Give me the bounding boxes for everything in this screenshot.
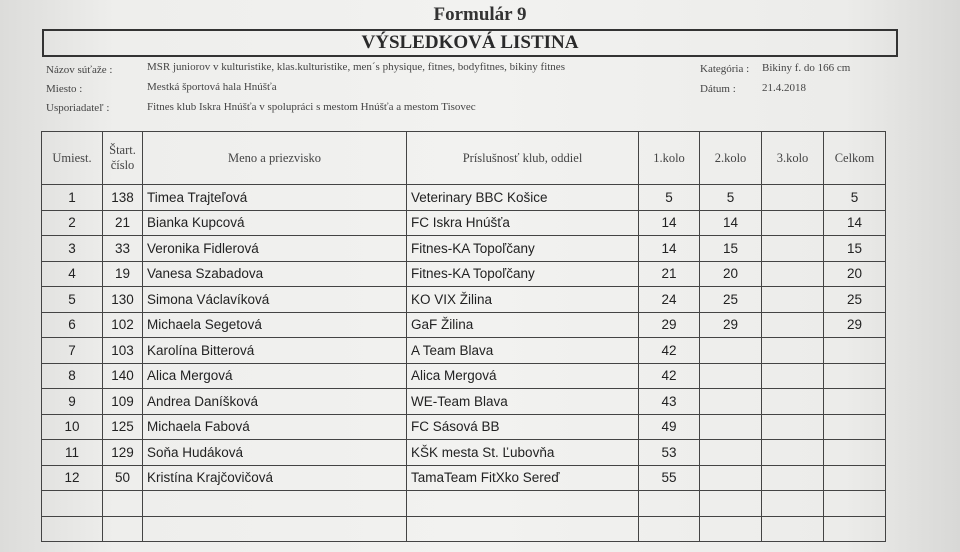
- club-cell: A Team Blava: [407, 338, 639, 364]
- name-cell: Michaela Fabová: [143, 414, 407, 440]
- start-number-cell: 103: [103, 338, 143, 364]
- round1-cell: 14: [639, 236, 700, 262]
- col-round1-header: 1.kolo: [639, 132, 700, 185]
- round2-cell: [700, 414, 762, 440]
- round1-cell: 55: [639, 465, 700, 491]
- round1-cell: 43: [639, 389, 700, 415]
- name-cell: Timea Trajteľová: [143, 185, 407, 211]
- round2-cell: 25: [700, 287, 762, 313]
- round1-cell: 21: [639, 261, 700, 287]
- round1-cell: 53: [639, 440, 700, 466]
- rank-cell: 7: [42, 338, 103, 364]
- table-row: [42, 491, 886, 517]
- competition-label: Názov súťaže :: [46, 64, 113, 76]
- table-row: [42, 414, 886, 440]
- round2-cell: [700, 338, 762, 364]
- total-cell: [824, 491, 886, 517]
- club-cell: TamaTeam FitXko Sereď: [407, 465, 639, 491]
- rank-cell: 9: [42, 389, 103, 415]
- total-cell: [824, 440, 886, 466]
- table-row: [42, 236, 886, 262]
- round1-cell: 29: [639, 312, 700, 338]
- round3-cell: [762, 236, 824, 262]
- start-number-cell: 33: [103, 236, 143, 262]
- club-cell: KŠK mesta St. Ľubovňa: [407, 440, 639, 466]
- rank-cell: 1: [42, 185, 103, 211]
- name-cell: Andrea Daníšková: [143, 389, 407, 415]
- rank-cell: 6: [42, 312, 103, 338]
- col-rank-header: Umiest.: [42, 132, 103, 185]
- club-cell: Veterinary BBC Košice: [407, 185, 639, 211]
- total-cell: [824, 516, 886, 542]
- col-club-header: Príslušnosť klub, oddiel: [407, 132, 639, 185]
- page-title: VÝSLEDKOVÁ LISTINA: [42, 29, 898, 57]
- rank-cell: 12: [42, 465, 103, 491]
- round2-cell: [700, 440, 762, 466]
- round3-cell: [762, 312, 824, 338]
- start-number-cell: 140: [103, 363, 143, 389]
- name-cell: Michaela Segetová: [143, 312, 407, 338]
- total-cell: 14: [824, 210, 886, 236]
- total-cell: 5: [824, 185, 886, 211]
- round2-cell: 14: [700, 210, 762, 236]
- total-cell: [824, 338, 886, 364]
- club-cell: Alica Mergová: [407, 363, 639, 389]
- name-cell: Veronika Fidlerová: [143, 236, 407, 262]
- start-number-cell: 21: [103, 210, 143, 236]
- rank-cell: 10: [42, 414, 103, 440]
- start-number-cell: 129: [103, 440, 143, 466]
- round2-cell: [700, 516, 762, 542]
- table-row: [42, 465, 886, 491]
- col-start-header-line2: číslo: [110, 158, 135, 172]
- start-number-cell: 19: [103, 261, 143, 287]
- category-value: Bikiny f. do 166 cm: [762, 62, 851, 74]
- rank-cell: [42, 491, 103, 517]
- round1-cell: 14: [639, 210, 700, 236]
- club-cell: GaF Žilina: [407, 312, 639, 338]
- round2-cell: [700, 363, 762, 389]
- name-cell: Simona Václavíková: [143, 287, 407, 313]
- club-cell: KO VIX Žilina: [407, 287, 639, 313]
- table-row: [42, 312, 886, 338]
- col-round3-header: 3.kolo: [762, 132, 824, 185]
- rank-cell: [42, 516, 103, 542]
- start-number-cell: 102: [103, 312, 143, 338]
- start-number-cell: 50: [103, 465, 143, 491]
- round2-cell: 15: [700, 236, 762, 262]
- total-cell: 29: [824, 312, 886, 338]
- start-number-cell: 125: [103, 414, 143, 440]
- round3-cell: [762, 185, 824, 211]
- category-label: Kategória :: [700, 63, 750, 75]
- round1-cell: 24: [639, 287, 700, 313]
- name-cell: Karolína Bitterová: [143, 338, 407, 364]
- round2-cell: [700, 491, 762, 517]
- round3-cell: [762, 363, 824, 389]
- start-number-cell: 130: [103, 287, 143, 313]
- table-row: [42, 363, 886, 389]
- table-row: [42, 287, 886, 313]
- round2-cell: 20: [700, 261, 762, 287]
- round2-cell: 29: [700, 312, 762, 338]
- round1-cell: 5: [639, 185, 700, 211]
- total-cell: [824, 465, 886, 491]
- table-row: [42, 389, 886, 415]
- club-cell: FC Iskra Hnúšťa: [407, 210, 639, 236]
- rank-cell: 5: [42, 287, 103, 313]
- table-row: [42, 516, 886, 542]
- club-cell: Fitnes-KA Topoľčany: [407, 236, 639, 262]
- start-number-cell: 109: [103, 389, 143, 415]
- results-table: [41, 131, 886, 542]
- name-cell: Alica Mergová: [143, 363, 407, 389]
- round3-cell: [762, 287, 824, 313]
- round1-cell: [639, 516, 700, 542]
- col-round2-header: 2.kolo: [700, 132, 762, 185]
- name-cell: Vanesa Szabadova: [143, 261, 407, 287]
- name-cell: Bianka Kupcová: [143, 210, 407, 236]
- table-header-row: [42, 132, 886, 185]
- total-cell: 25: [824, 287, 886, 313]
- place-label: Miesto :: [46, 83, 83, 95]
- round2-cell: 5: [700, 185, 762, 211]
- round1-cell: [639, 491, 700, 517]
- round2-cell: [700, 465, 762, 491]
- total-cell: [824, 414, 886, 440]
- organizer-label: Usporiadateľ :: [46, 102, 110, 114]
- table-row: [42, 440, 886, 466]
- round3-cell: [762, 440, 824, 466]
- total-cell: 15: [824, 236, 886, 262]
- club-cell: [407, 491, 639, 517]
- date-value: 21.4.2018: [762, 82, 806, 94]
- round3-cell: [762, 261, 824, 287]
- organizer-value: Fitnes klub Iskra Hnúšťa v spolupráci s mestom Hnúšťa a mestom Tisovec: [147, 101, 476, 113]
- table-row: [42, 210, 886, 236]
- round2-cell: [700, 389, 762, 415]
- name-cell: Soňa Hudáková: [143, 440, 407, 466]
- competition-value: MSR juniorov v kulturistike, klas.kulturistike, men´s physique, fitnes, bodyfitnes, bikiny fitnes: [147, 61, 565, 73]
- date-label: Dátum :: [700, 83, 736, 95]
- table-row: [42, 185, 886, 211]
- round1-cell: 49: [639, 414, 700, 440]
- round3-cell: [762, 338, 824, 364]
- round3-cell: [762, 516, 824, 542]
- name-cell: [143, 516, 407, 542]
- round3-cell: [762, 465, 824, 491]
- col-start-header: [103, 132, 143, 185]
- rank-cell: 2: [42, 210, 103, 236]
- round3-cell: [762, 389, 824, 415]
- place-value: Mestká športová hala Hnúšťa: [147, 81, 277, 93]
- club-cell: WE-Team Blava: [407, 389, 639, 415]
- club-cell: FC Sásová BB: [407, 414, 639, 440]
- round1-cell: 42: [639, 363, 700, 389]
- start-number-cell: [103, 516, 143, 542]
- club-cell: [407, 516, 639, 542]
- form-title: Formulár 9: [433, 4, 527, 25]
- total-cell: [824, 389, 886, 415]
- club-cell: Fitnes-KA Topoľčany: [407, 261, 639, 287]
- round1-cell: 42: [639, 338, 700, 364]
- rank-cell: 4: [42, 261, 103, 287]
- total-cell: 20: [824, 261, 886, 287]
- name-cell: Kristína Krajčovičová: [143, 465, 407, 491]
- col-total-header: Celkom: [824, 132, 886, 185]
- round3-cell: [762, 414, 824, 440]
- table-row: [42, 261, 886, 287]
- name-cell: [143, 491, 407, 517]
- col-start-header-line1: Štart.: [109, 143, 136, 157]
- col-name-header: Meno a priezvisko: [143, 132, 407, 185]
- start-number-cell: 138: [103, 185, 143, 211]
- round3-cell: [762, 491, 824, 517]
- rank-cell: 11: [42, 440, 103, 466]
- rank-cell: 3: [42, 236, 103, 262]
- round3-cell: [762, 210, 824, 236]
- rank-cell: 8: [42, 363, 103, 389]
- table-row: [42, 338, 886, 364]
- total-cell: [824, 363, 886, 389]
- start-number-cell: [103, 491, 143, 517]
